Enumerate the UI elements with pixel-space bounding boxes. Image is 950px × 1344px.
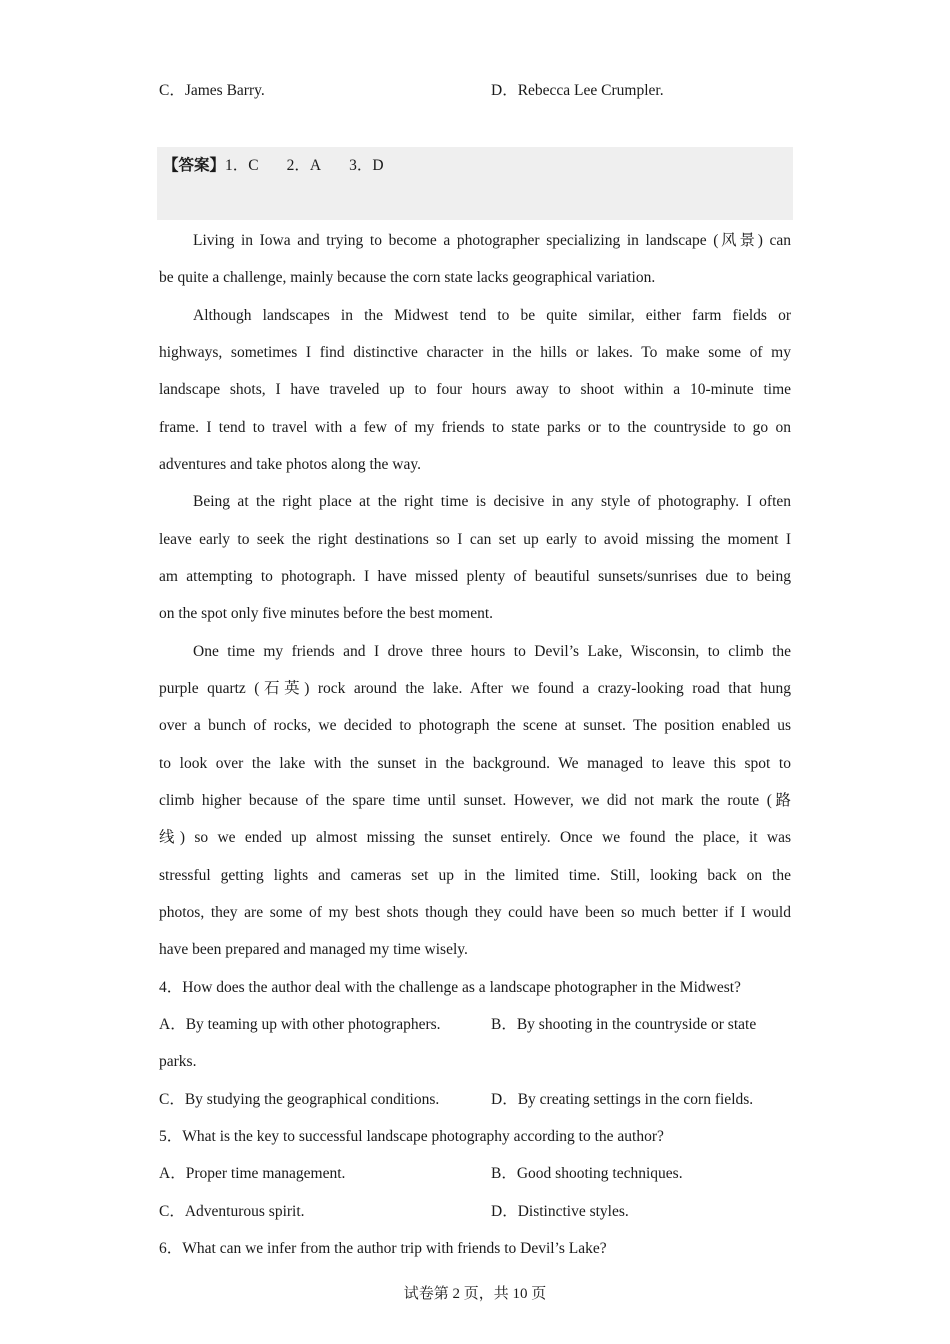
question-4-option-b-cont: parks. xyxy=(159,1053,197,1070)
passage-line: have been prepared and managed my time wisely. xyxy=(159,941,468,958)
page-footer: 试卷第 2 页，共 10 页 xyxy=(403,1286,547,1302)
passage-line: am attempting to photograph. I have missed plenty of beautiful sunsets/sunrises due to being xyxy=(159,568,791,585)
question-4-option-b: B．By shooting in the countryside or state xyxy=(491,1016,757,1033)
passage-line: 线) so we ended up almost missing the sunset entirely. Once we found the place, it was xyxy=(159,829,791,846)
passage-line: landscape shots, I have traveled up to four hours away to shoot within a 10-minute time xyxy=(159,381,791,398)
passage-line: leave early to seek the right destinations so I can set up early to avoid missing the moment I xyxy=(159,531,791,548)
answer-item: 1．C xyxy=(225,157,259,174)
question-5-option-a: A．Proper time management. xyxy=(159,1165,346,1182)
passage-line: be quite a challenge, mainly because the corn state lacks geographical variation. xyxy=(159,269,656,286)
passage-line: frame. I tend to travel with a few of my friends to state parks or to the countryside to go on xyxy=(159,419,791,436)
answer-box xyxy=(157,147,793,220)
passage-line: to look over the lake with the sunset in the background. We managed to leave this spot to xyxy=(159,755,791,772)
option-c-prev: C．James Barry. xyxy=(159,82,265,99)
passage-line: Living in Iowa and trying to become a photographer specializing in landscape (风景) can xyxy=(193,232,791,249)
passage-line: Being at the right place at the right time is decisive in any style of photography. I often xyxy=(193,493,791,510)
answer-label: 【答案】 xyxy=(163,157,226,174)
passage-line: highways, sometimes I find distinctive character in the hills or lakes. To make some of my xyxy=(159,344,791,361)
question-4-option-d: D．By creating settings in the corn fields. xyxy=(491,1091,754,1108)
question-6-stem: 6．What can we infer from the author trip with friends to Devil’s Lake? xyxy=(159,1240,607,1257)
passage-line: One time my friends and I drove three hours to Devil’s Lake, Wisconsin, to climb the xyxy=(193,643,791,660)
question-4-option-c: C．By studying the geographical conditions. xyxy=(159,1091,440,1108)
passage-line: photos, they are some of my best shots though they could have been so much better if I would xyxy=(159,904,791,921)
answer-item: 2．A xyxy=(286,157,322,174)
passage-line: Although landscapes in the Midwest tend to be quite similar, either farm fields or xyxy=(193,307,791,324)
passage-line: over a bunch of rocks, we decided to photograph the scene at sunset. The position enabled us xyxy=(159,717,791,734)
answer-line xyxy=(163,155,384,177)
option-d-prev: D．Rebecca Lee Crumpler. xyxy=(491,82,664,99)
question-5-option-b: B．Good shooting techniques. xyxy=(491,1165,683,1182)
question-5-option-d: D．Distinctive styles. xyxy=(491,1203,629,1220)
passage-line: climb higher because of the spare time until sunset. However, we did not mark the route (路 xyxy=(159,792,791,809)
question-4-option-a: A．By teaming up with other photographers. xyxy=(159,1016,441,1033)
passage-line: on the spot only five minutes before the best moment. xyxy=(159,605,494,622)
answer-item: 3．D xyxy=(349,157,384,174)
passage-line: purple quartz (石英) rock around the lake. After we found a crazy-looking road that hung xyxy=(159,680,791,697)
question-4-stem: 4．How does the author deal with the challenge as a landscape photographer in the Midwest? xyxy=(159,979,741,996)
passage-line: stressful getting lights and cameras set up in the limited time. Still, looking back on the xyxy=(159,867,791,884)
question-5-option-c: C．Adventurous spirit. xyxy=(159,1203,305,1220)
passage-line: adventures and take photos along the way. xyxy=(159,456,421,473)
question-5-stem: 5．What is the key to successful landscape photography according to the author? xyxy=(159,1128,664,1145)
